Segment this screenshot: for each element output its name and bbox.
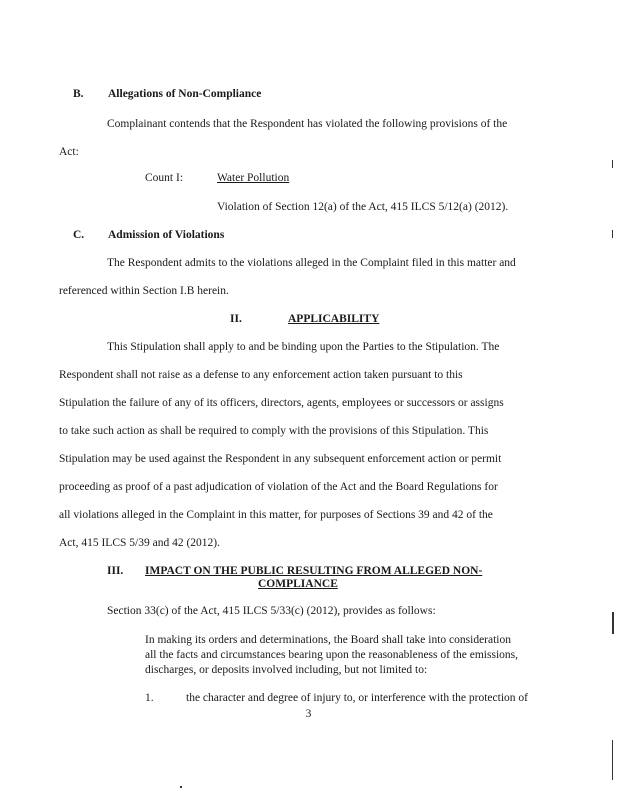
section-iii-heading-line-1: IMPACT ON THE PUBLIC RESULTING FROM ALLEGED NON- xyxy=(145,565,483,577)
scan-mark xyxy=(612,612,614,634)
section-ii-line-5: Stipulation may be used against the Respondent in any subsequent enforcement action or permit xyxy=(59,453,502,465)
page-number: 3 xyxy=(305,708,312,720)
section-ii-line-8: Act, 415 ILCS 5/39 and 42 (2012). xyxy=(59,537,220,549)
count-title: Water Pollution xyxy=(217,172,290,184)
section-b-text-line-2: Act: xyxy=(59,146,79,158)
section-iii-number: III. xyxy=(107,565,124,577)
scan-mark xyxy=(612,160,613,168)
section-iii-heading-line-2: COMPLIANCE xyxy=(258,578,338,590)
list-item-1-text: the character and degree of injury to, or interference with the protection of xyxy=(186,692,528,704)
section-b-heading: Allegations of Non-Compliance xyxy=(108,88,262,100)
section-ii-line-3: Stipulation the failure of any of its officers, directors, agents, employees or successors or assigns xyxy=(59,397,504,409)
section-ii-line-6: proceeding as proof of a past adjudication of violation of the Act and the Board Regulations for xyxy=(59,481,498,493)
section-c-text-line-2: referenced within Section I.B herein. xyxy=(59,285,229,297)
section-c-letter: C. xyxy=(73,229,85,241)
section-c-text-line-1: The Respondent admits to the violations alleged in the Complaint filed in this matter and xyxy=(107,257,516,269)
scan-mark xyxy=(612,740,613,780)
section-ii-line-2: Respondent shall not raise as a defense to any enforcement action taken pursuant to this xyxy=(59,369,463,381)
section-c-heading: Admission of Violations xyxy=(108,229,225,241)
section-b-letter: B. xyxy=(73,88,84,100)
section-ii-number: II. xyxy=(230,313,242,325)
quote-line-1: In making its orders and determinations, the Board shall take into consideration xyxy=(145,634,511,646)
count-violation: Violation of Section 12(a) of the Act, 415 ILCS 5/12(a) (2012). xyxy=(217,201,509,213)
section-ii-heading: APPLICABILITY xyxy=(288,313,380,325)
quote-line-2: all the facts and circumstances bearing upon the reasonableness of the emissions, xyxy=(145,649,518,661)
scan-mark xyxy=(612,230,613,238)
quote-line-3: discharges, or deposits involved including, but not limited to: xyxy=(145,664,428,676)
section-ii-line-7: all violations alleged in the Complaint in this matter, for purposes of Sections 39 and 42 of the xyxy=(59,509,493,521)
section-iii-intro: Section 33(c) of the Act, 415 ILCS 5/33(c) (2012), provides as follows: xyxy=(107,605,436,617)
section-ii-line-1: This Stipulation shall apply to and be binding upon the Parties to the Stipulation. The xyxy=(107,341,500,353)
scan-mark xyxy=(180,786,182,788)
section-b-text-line-1: Complainant contends that the Respondent has violated the following provisions of the xyxy=(107,118,508,130)
list-item-1-number: 1. xyxy=(145,692,154,704)
section-ii-line-4: to take such action as shall be required to comply with the provisions of this Stipulation. This xyxy=(59,425,489,437)
count-label: Count I: xyxy=(145,172,184,184)
